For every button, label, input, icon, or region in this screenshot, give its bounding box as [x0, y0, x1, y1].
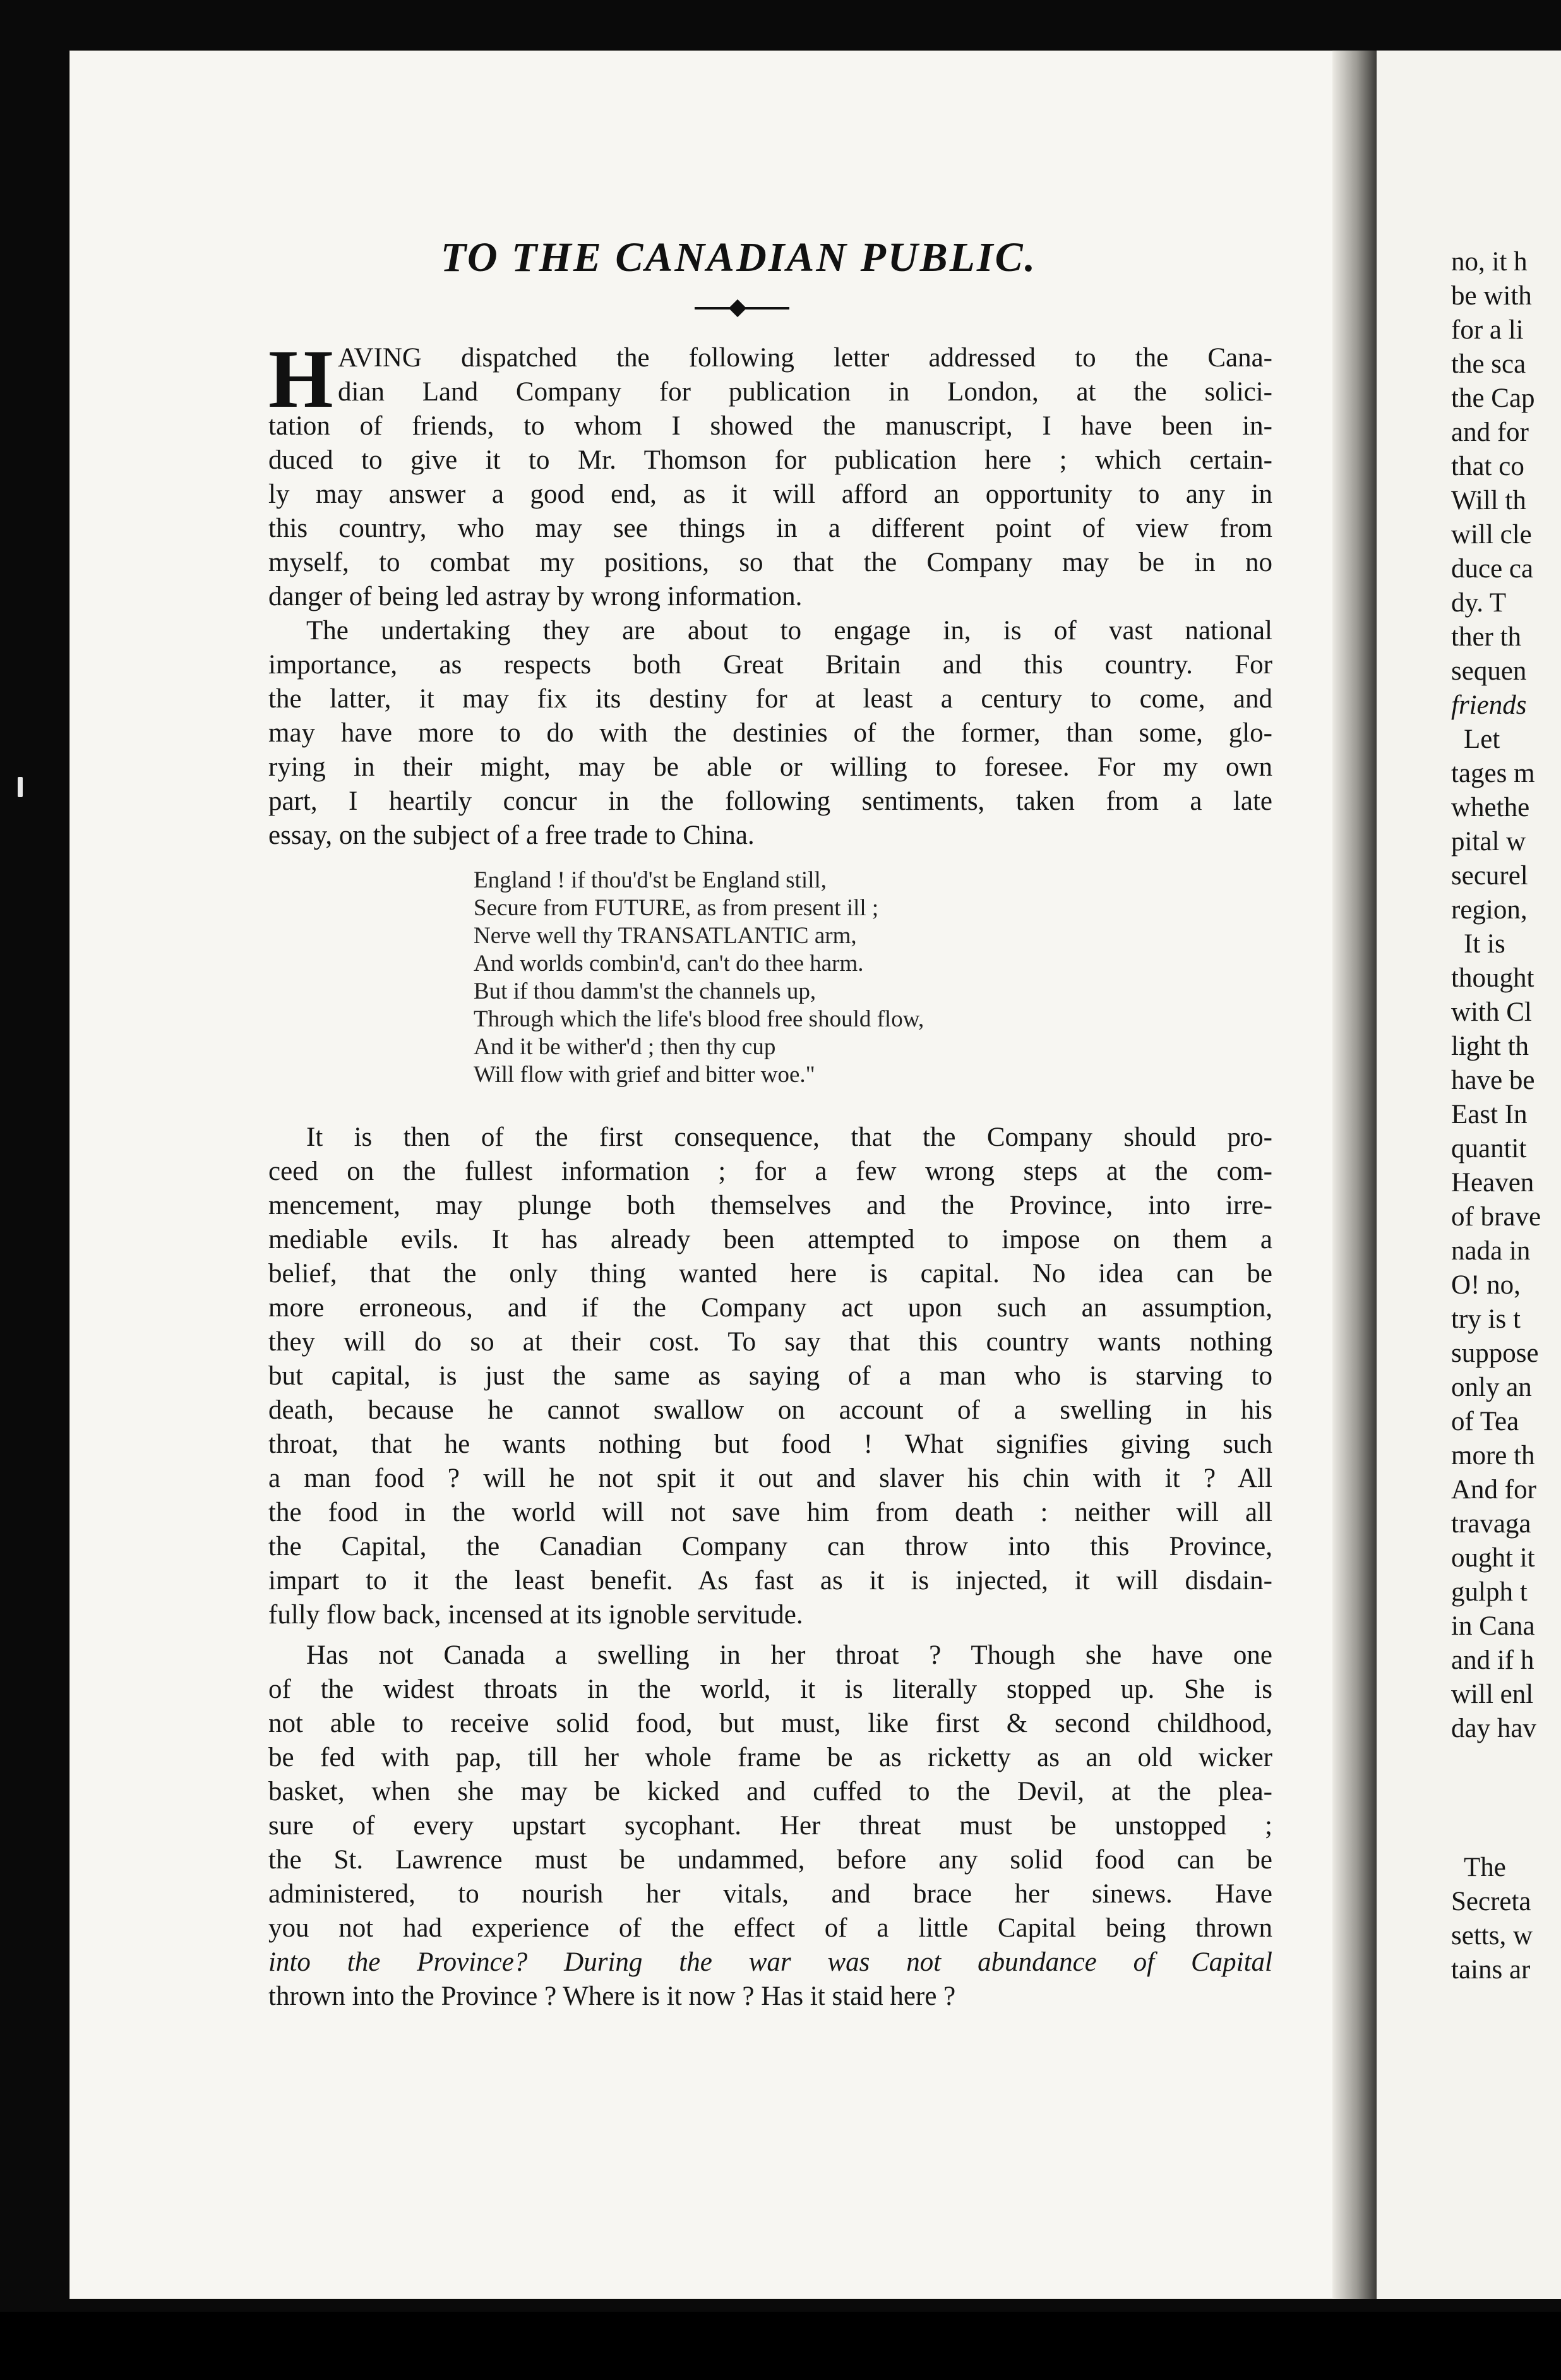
text-line: East In	[1451, 1100, 1528, 1129]
text-line: friends	[1451, 690, 1527, 720]
text-line: myself, to combat my positions, so that the Company may be in no	[268, 548, 1272, 577]
poem-line: Secure from FUTURE, as from present ill ;	[474, 895, 879, 921]
text-line: the Capital, the Canadian Company can throw into this Province,	[268, 1532, 1272, 1561]
text-line: and for	[1451, 418, 1529, 447]
text-line: whethe	[1451, 793, 1530, 822]
text-line: not able to receive solid food, but must, like first & second childhood,	[268, 1709, 1272, 1738]
text-line: basket, when she may be kicked and cuffed to the Devil, at the plea-	[268, 1777, 1272, 1806]
text-line: dian Land Company for publication in London, at the solici-	[338, 377, 1272, 407]
text-line: pital w	[1451, 827, 1526, 856]
paragraph-2	[268, 614, 1272, 853]
text-line: no, it h	[1451, 247, 1528, 277]
paragraph-4	[268, 1638, 1272, 2014]
text-line: and if h	[1451, 1645, 1534, 1675]
text-line: with Cl	[1451, 997, 1532, 1027]
text-line: O! no,	[1451, 1270, 1521, 1300]
text-line: the latter, it may fix its destiny for at least a century to come, and	[268, 684, 1272, 714]
paragraph-3	[268, 1121, 1272, 1632]
text-line: mencement, may plunge both themselves and the Province, into irre-	[268, 1191, 1272, 1220]
text-line: securel	[1451, 861, 1528, 891]
text-line: may have more to do with the destinies of the former, than some, glo-	[268, 718, 1272, 748]
text-line: tation of friends, to whom I showed the manuscript, I have been in-	[268, 411, 1272, 441]
poem-line: But if thou damm'st the channels up,	[474, 978, 816, 1004]
text-line: nada in	[1451, 1236, 1531, 1266]
text-line: be with	[1451, 281, 1532, 311]
text-line: AVING dispatched the following letter addressed to the Cana-	[338, 343, 1272, 373]
text-line: It is then of the first consequence, that the Company should pro-	[306, 1122, 1272, 1152]
text-line: gulph t	[1451, 1577, 1528, 1607]
text-line: And for	[1451, 1475, 1536, 1505]
text-line: importance, as respects both Great Britain and this country. For	[268, 650, 1272, 680]
text-line: the Cap	[1451, 383, 1535, 413]
text-line: sure of every upstart sycophant. Her threat must be unstopped ;	[268, 1811, 1272, 1841]
text-line: try is t	[1451, 1304, 1521, 1334]
text-line: this country, who may see things in a different point of view from	[268, 514, 1272, 543]
text-line: of brave	[1451, 1202, 1541, 1232]
text-line: part, I heartily concur in the following sentiments, taken from a late	[268, 786, 1272, 816]
text-line: into the Province? During the war was not abundance of Capital	[268, 1947, 1272, 1977]
text-line: tages m	[1451, 759, 1535, 788]
text-line: danger of being led astray by wrong information.	[268, 582, 803, 611]
text-line: have be	[1451, 1066, 1535, 1095]
poem-line: And it be wither'd ; then thy cup	[474, 1034, 776, 1060]
text-line: day hav	[1451, 1714, 1536, 1743]
drop-cap: H	[268, 332, 333, 425]
text-line: ther th	[1451, 622, 1522, 652]
text-line: will cle	[1451, 520, 1532, 550]
text-line: administered, to nourish her vitals, and brace her sinews. Have	[268, 1879, 1272, 1909]
text-line: duced to give it to Mr. Thomson for publication here ; which certain-	[268, 445, 1272, 475]
text-line: Will th	[1451, 486, 1526, 515]
text-line: travaga	[1451, 1509, 1531, 1539]
text-line: light th	[1451, 1031, 1529, 1061]
text-line: Has not Canada a swelling in her throat ? Though she have one	[306, 1640, 1272, 1670]
text-line: sequen	[1451, 656, 1527, 686]
text-line: ought it	[1451, 1543, 1535, 1573]
text-line: death, because he cannot swallow on account of a swelling in his	[268, 1395, 1272, 1425]
right-page-column	[1451, 245, 1561, 1746]
text-line: belief, that the only thing wanted here is capital. No idea can be	[268, 1259, 1272, 1289]
text-line: impart to it the least benefit. As fast as it is injected, it will disdain-	[268, 1566, 1272, 1596]
text-line: essay, on the subject of a free trade to China.	[268, 820, 755, 850]
poem-line: And worlds combin'd, can't do thee harm.	[474, 951, 864, 977]
text-line: be fed with pap, till her whole frame be as ricketty as an old wicker	[268, 1743, 1272, 1772]
scan-bottom-border	[0, 2312, 1561, 2380]
paragraph-1-opening	[338, 341, 1272, 409]
text-line: of the widest throats in the world, it is literally stopped up. She is	[268, 1674, 1272, 1704]
page-title: TO THE CANADIAN PUBLIC.	[440, 234, 1038, 280]
text-line: fully flow back, incensed at its ignoble servitude.	[268, 1600, 803, 1630]
text-line: they will do so at their cost. To say that this country wants nothing	[268, 1327, 1272, 1357]
text-line: The undertaking they are about to engage in, is of vast national	[306, 616, 1272, 646]
text-line: dy. T	[1451, 588, 1507, 618]
text-line: tains ar	[1451, 1955, 1531, 1985]
right-page-bottom-paragraph	[1451, 1851, 1561, 1987]
text-line: Secreta	[1451, 1887, 1531, 1916]
text-line: quantit	[1451, 1134, 1527, 1163]
poem-line: England ! if thou'd'st be England still,	[474, 867, 827, 893]
text-line: region,	[1451, 895, 1528, 925]
book-gutter	[1332, 51, 1377, 2299]
paragraph-1	[268, 409, 1272, 614]
text-line: rying in their might, may be able or willing to foresee. For my own	[268, 752, 1272, 782]
poem-line: Will flow with grief and bitter woe."	[474, 1062, 815, 1088]
text-line: mediable evils. It has already been attempted to impose on them a	[268, 1225, 1272, 1254]
quoted-poem	[474, 867, 1168, 1089]
poem-line: Nerve well thy TRANSATLANTIC arm,	[474, 923, 857, 949]
text-line: Let	[1464, 724, 1500, 754]
text-line: Heaven	[1451, 1168, 1534, 1198]
text-line: that co	[1451, 452, 1524, 481]
text-line: thought	[1451, 963, 1534, 993]
text-line: the St. Lawrence must be undammed, before any solid food can be	[268, 1845, 1272, 1875]
text-line: will enl	[1451, 1680, 1534, 1709]
text-line: It is	[1464, 929, 1505, 959]
text-line: for a li	[1451, 315, 1524, 345]
text-line: but capital, is just the same as saying of a man who is starving to	[268, 1361, 1272, 1391]
text-line: throat, that he wants nothing but food ! What signifies giving such	[268, 1429, 1272, 1459]
text-line: in Cana	[1451, 1611, 1535, 1641]
text-line: the food in the world will not save him from death : neither will all	[268, 1498, 1272, 1527]
poem-line: Through which the life's blood free should flow,	[474, 1006, 924, 1032]
text-line: duce ca	[1451, 554, 1534, 584]
text-line: you not had experience of the effect of a little Capital being thrown	[268, 1913, 1272, 1943]
text-line: suppose	[1451, 1338, 1539, 1368]
text-line: only an	[1451, 1373, 1532, 1402]
text-line: of Tea	[1451, 1407, 1519, 1436]
text-line: ly may answer a good end, as it will afford an opportunity to any in	[268, 479, 1272, 509]
text-line: the sca	[1451, 349, 1526, 379]
text-line: setts, w	[1451, 1921, 1533, 1950]
title-ornament-rule	[695, 307, 789, 310]
text-line: thrown into the Province ? Where is it now ? Has it staid here ?	[268, 1981, 956, 2011]
text-line: more erroneous, and if the Company act upon such an assumption,	[268, 1293, 1272, 1323]
scan-edge-mark	[18, 777, 23, 797]
text-line: ceed on the fullest information ; for a few wrong steps at the com-	[268, 1157, 1272, 1186]
text-line: a man food ? will he not spit it out and slaver his chin with it ? All	[268, 1463, 1272, 1493]
text-line: more th	[1451, 1441, 1535, 1470]
text-line: The	[1464, 1853, 1506, 1882]
